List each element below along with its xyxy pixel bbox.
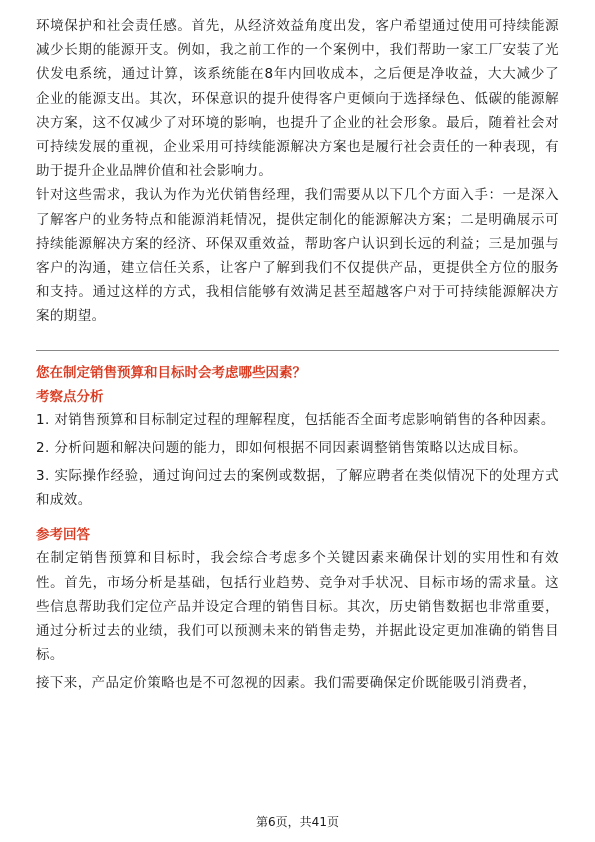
document-page (36, 14, 559, 696)
analysis-item: 2. 分析问题和解决问题的能力，即如何根据不同因素调整销售策略以达成目标。 (36, 439, 527, 456)
answer-heading: 参考回答 (36, 527, 90, 544)
answer-paragraph: 在制定销售预算和目标时，我会综合考虑多个关键因素来确保计划的实用性和有效性。首先，市场分析是基础，包括行业趋势、竞争对手状况、目标市场的需求量。这些信息帮助我们定位产品并设定合理的销售目标。其次，历史销售数据也非常重要，通过分析过去的业绩，我们可以预测未来的销售走势，并据此设定更加准确的销售目标。 (36, 550, 559, 664)
body-paragraph: 环境保护和社会责任感。首先，从经济效益角度出发，客户希望通过使用可持续能源减少长期的能源开支。例如，我之前工作的一个案例中，我们帮助一家工厂安装了光伏发电系统，通过计算，该系统能在8年内回收成本，之后便是净收益，大大减少了企业的能源支出。其次，环保意识的提升使得客户更倾向于选择绿色、低碳的能源解决方案，这不仅减少了对环境的影响，也提升了企业的社会形象。最后，随着社会对可持续发展的重视，企业采用可持续能源解决方案也是履行社会责任的一种表现，有助于提升企业品牌价值和社会影响力。 (36, 18, 559, 180)
analysis-item: 1. 对销售预算和目标制定过程的理解程度，包括能否全面考虑影响销售的各种因素。 (36, 411, 555, 428)
analysis-item: 3. 实际操作经验，通过询问过去的案例或数据，了解应聘者在类似情况下的处理方式和成效。 (36, 468, 559, 509)
answer-paragraph: 接下来，产品定价策略也是不可忽视的因素。我们需要确保定价既能吸引消费者， (36, 675, 537, 692)
body-paragraph: 针对这些需求，我认为作为光伏销售经理，我们需要从以下几个方面入手：一是深入了解客户的业务特点和能源消耗情况，提供定制化的能源解决方案；二是明确展示可持续能源解决方案的经济、环保双重效益，帮助客户认识到长远的利益；三是加强与客户的沟通，建立信任关系，让客户了解到我们不仅提供产品，更提供全方位的服务和支持。通过这样的方式，我相信能够有效满足甚至超越客户对于可持续能源解决方案的期望。 (36, 187, 559, 325)
analysis-heading: 考察点分析 (36, 388, 104, 405)
question-heading: 您在制定销售预算和目标时会考虑哪些因素？ (36, 364, 306, 381)
section-divider (36, 350, 559, 351)
page-footer: 第6页，共41页 (256, 815, 339, 829)
